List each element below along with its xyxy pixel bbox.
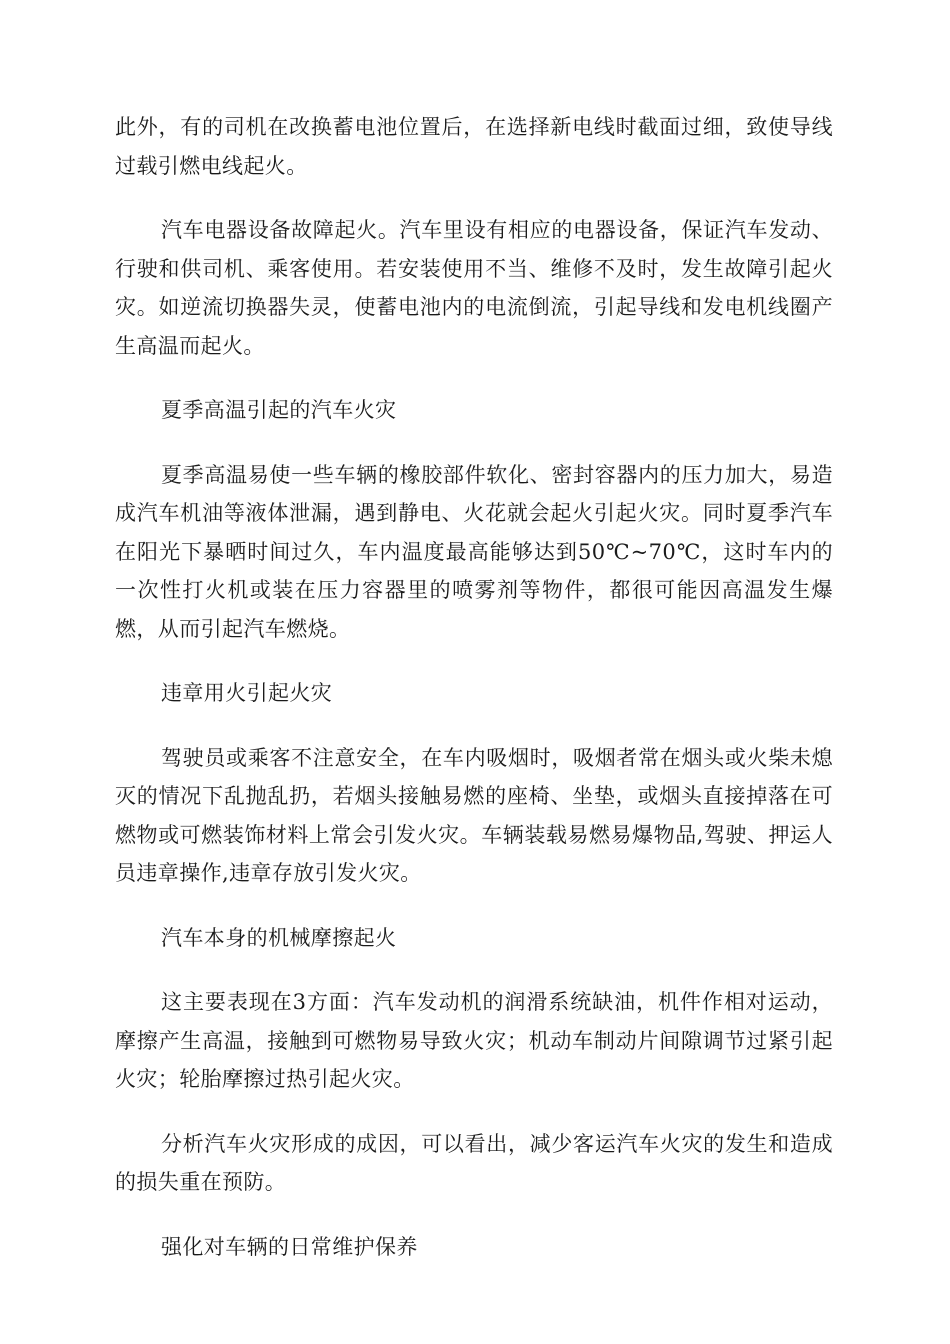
document-page (115, 108, 833, 1292)
body-paragraph: 分析汽车火灾形成的成因，可以看出，减少客运汽车火灾的发生和造成的损失重在预防。 (115, 1131, 833, 1194)
section-heading: 汽车本身的机械摩擦起火 (161, 925, 397, 950)
section-heading: 违章用火引起火灾 (161, 681, 333, 705)
body-paragraph: 汽车电器设备故障起火。汽车里设有相应的电器设备，保证汽车发动、行驶和供司机、乘客使用。若安装使用不当、维修不及时，发生故障引起火灾。如逆流切换器失灵，使蓄电池内的电流倒流，引起导线和发电机线圈产生高温而起火。 (115, 218, 833, 358)
body-paragraph: 这主要表现在3方面：汽车发动机的润滑系统缺油，机件作相对运动，摩擦产生高温，接触到可燃物易导致火灾；机动车制动片间隙调节过紧引起火灾；轮胎摩擦过热引起火灾。 (115, 990, 833, 1091)
body-paragraph: 夏季高温易使一些车辆的橡胶部件软化、密封容器内的压力加大，易造成汽车机油等液体泄漏，遇到静电、火花就会起火引起火灾。同时夏季汽车在阳光下暴晒时间过久，车内温度最高能够达到50℃~70℃，这时车内的一次性打火机或装在压力容器里的喷雾剂等物件，都很可能因高温发生爆燃，从而引起汽车燃烧。 (115, 462, 833, 641)
section-heading: 强化对车辆的日常维护保养 (161, 1234, 418, 1259)
section-heading: 夏季高温引起的汽车火灾 (161, 398, 397, 422)
body-paragraph: 此外，有的司机在改换蓄电池位置后，在选择新电线时截面过细，致使导线过载引燃电线起火。 (115, 115, 833, 178)
body-paragraph: 驾驶员或乘客不注意安全，在车内吸烟时，吸烟者常在烟头或火柴未熄灭的情况下乱抛乱扔，若烟头接触易燃的座椅、坐垫，或烟头直接掉落在可燃物或可燃装饰材料上常会引发火灾。车辆装载易燃易爆物品,驾驶、押运人员违章操作,违章存放引发火灾。 (115, 745, 833, 885)
